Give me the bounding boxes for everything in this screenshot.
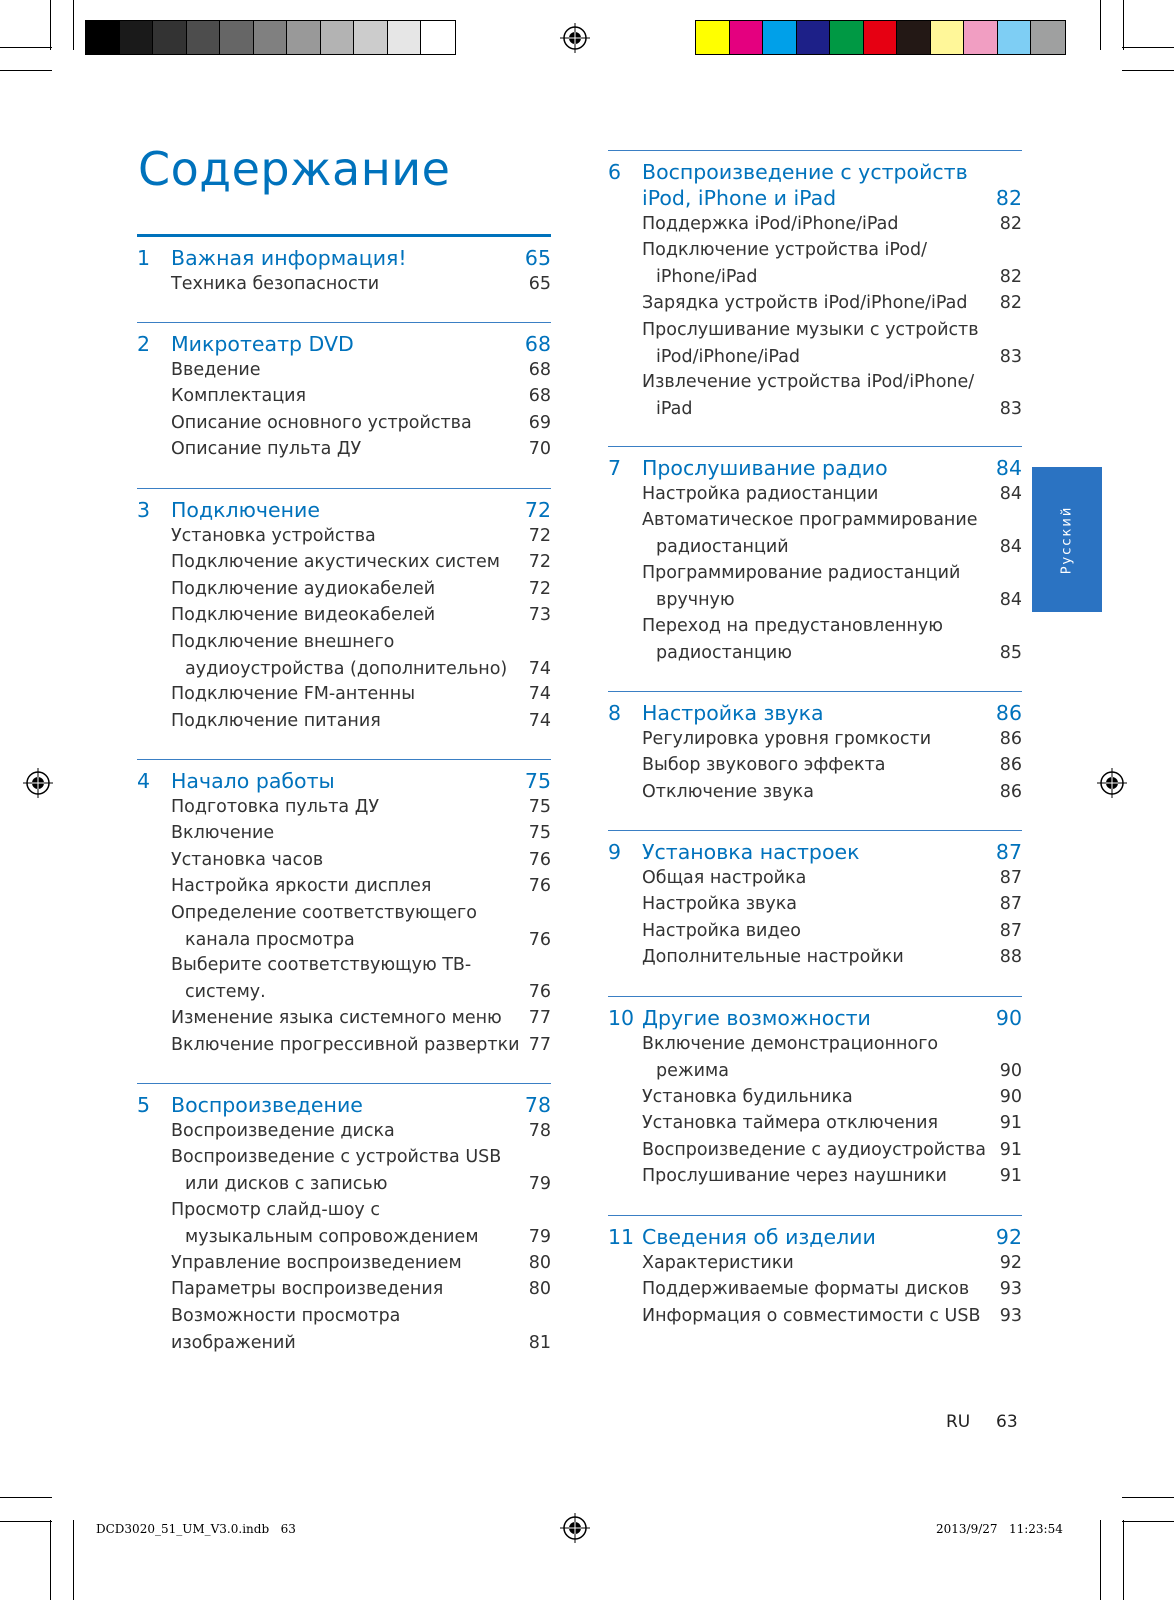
toc-entry-page-number: 68 [528,360,551,380]
toc-entry[interactable] [642,211,1022,238]
section-page-number: 87 [995,840,1022,864]
section-number: 11 [608,1225,635,1249]
toc-entry[interactable] [171,1303,551,1357]
toc-entry-text: Настройка радиостанции [642,484,879,504]
toc-section-heading[interactable] [137,1092,551,1118]
toc-entry-text: Установка устройства [171,526,376,546]
toc-section-heading[interactable] [608,159,1022,211]
toc-section [608,1215,1022,1326]
toc-entry[interactable] [642,560,1022,614]
toc-entry-page-number: 88 [999,947,1022,968]
toc-entry-text: систему. [185,982,266,1003]
toc-section-heading[interactable] [137,245,551,271]
crop-mark [1122,70,1174,71]
toc-entry-page-number: 83 [999,346,1022,367]
toc-entry-text: iPad [656,399,693,420]
toc-entry-page-number: 80 [528,1279,551,1300]
toc-entry-text: Настройка яркости дисплея [171,876,432,897]
toc-entry[interactable] [171,1005,551,1032]
print-slug-file: DCD3020_51_UM_V3.0.indb 63 [96,1522,296,1536]
section-title: Прослушивание радио [642,456,888,480]
section-number: 1 [137,246,151,270]
toc-entry-text: Комплектация [171,386,307,407]
toc-entry-text: радиостанций [656,537,789,558]
section-page-number: 82 [995,186,1022,210]
toc-entry-page-number: 76 [528,849,551,870]
toc-entry-page-number: 91 [999,1139,1022,1160]
toc-entry-page-number: 91 [999,1113,1022,1134]
toc-entry-page-number: 75 [528,797,551,817]
toc-entry-text: Подключение видеокабелей [171,605,436,626]
toc-entry[interactable] [171,1118,551,1145]
section-page-number: 78 [524,1093,551,1117]
crop-mark [0,1497,52,1498]
crop-mark [1100,1520,1101,1600]
toc-section-heading[interactable] [608,455,1022,481]
toc-entry-page-number: 72 [528,552,551,573]
toc-entry-page-number: 90 [999,1061,1022,1081]
toc-section-heading[interactable] [608,1005,1022,1031]
toc-entry[interactable] [642,1276,1022,1303]
toc-entry[interactable] [171,1032,551,1059]
toc-entry-page-number: 69 [528,412,551,433]
toc-entry-text: Настройка видео [642,920,802,941]
section-title: Другие возможности [642,1006,871,1030]
crop-mark [0,47,52,48]
toc-entry[interactable] [171,794,551,821]
toc-entry[interactable] [171,602,551,629]
toc-entry-text: Регулировка уровня громкости [642,729,932,749]
toc-entry-page-number: 92 [999,1253,1022,1273]
toc-entry-text: Включение демонстрационного [642,1034,939,1054]
toc-entry[interactable] [171,1276,551,1303]
toc-entry-text: Настройка звука [642,894,798,915]
toc-entry-page-number: 74 [528,684,551,705]
crop-mark [0,70,52,71]
toc-entry-page-number: 87 [999,868,1022,888]
toc-entry-page-number: 93 [999,1305,1022,1326]
toc-entry[interactable] [642,726,1022,753]
section-number: 9 [608,840,622,864]
toc-entry[interactable] [171,1197,551,1251]
section-title: Подключение [171,498,320,522]
toc-entry[interactable] [642,237,1022,291]
toc-entry[interactable] [171,410,551,437]
toc-entry-text: Описание пульта ДУ [171,439,362,460]
toc-entry-page-number: 84 [999,484,1022,504]
toc-entry[interactable] [171,629,551,683]
toc-entry[interactable] [171,523,551,550]
footer-language-code: RU [946,1412,971,1432]
toc-entry-page-number: 87 [999,920,1022,941]
toc-entry[interactable] [171,820,551,847]
toc-entry-text: Воспроизведение диска [171,1121,395,1141]
toc-entry[interactable] [171,1250,551,1277]
section-number: 8 [608,701,622,725]
toc-entry[interactable] [642,1303,1022,1330]
section-page-number: 84 [995,456,1022,480]
toc-entry-page-number: 82 [999,293,1022,314]
toc-entry[interactable] [171,383,551,410]
section-number: 10 [608,1006,635,1030]
toc-section [608,996,1022,1186]
toc-entry-page-number: 81 [528,1332,551,1353]
toc-entry-text: Дополнительные настройки [642,947,904,968]
toc-entry-page-number: 90 [999,1086,1022,1107]
toc-section [137,1083,551,1353]
toc-entry-text: Зарядка устройств iPod/iPhone/iPad [642,293,968,314]
toc-entry-page-number: 79 [528,1227,551,1248]
toc-entry[interactable] [171,900,551,954]
section-page-number: 65 [524,246,551,270]
toc-entry-text: Переход на предустановленную [642,616,943,636]
section-page-number: 75 [524,769,551,793]
toc-section [137,322,551,460]
crop-mark [1123,0,1124,50]
toc-entry[interactable] [642,891,1022,918]
print-slug-date: 2013/9/27 11:23:54 [936,1522,1063,1536]
toc-entry[interactable] [642,1031,1022,1085]
section-title: Воспроизведение с устройств iPod, iPhone и iPad [642,160,968,210]
crop-mark [1123,1520,1124,1600]
toc-entry-text: Подключение внешнего [171,631,395,652]
toc-entry-page-number: 86 [999,781,1022,802]
toc-entry-page-number: 84 [999,537,1022,558]
toc-entry[interactable] [642,613,1022,667]
language-tab-label: Русский [1059,505,1075,574]
toc-entry[interactable] [171,873,551,900]
toc-entry-text: Подключение аудиокабелей [171,578,436,599]
section-number: 4 [137,769,151,793]
toc-entry-text: радиостанцию [656,643,793,663]
toc-column-left [137,0,551,1400]
toc-entry[interactable] [171,357,551,384]
section-title: Начало работы [171,769,335,793]
toc-entry-text: Общая настройка [642,868,807,888]
toc-entry-page-number: 74 [528,710,551,731]
toc-section [608,830,1022,968]
toc-entry[interactable] [642,1084,1022,1111]
toc-entry-page-number: 82 [999,267,1022,288]
toc-section-heading[interactable] [137,331,551,357]
toc-entry-text: музыкальным сопровождением [185,1227,479,1248]
toc-entry[interactable] [171,1144,551,1198]
crop-mark [1122,47,1174,48]
section-title: Микротеатр DVD [171,332,354,356]
toc-entry[interactable] [642,1110,1022,1137]
toc-entry-page-number: 86 [999,755,1022,776]
toc-entry-page-number: 73 [528,605,551,626]
toc-entry-page-number: 84 [999,590,1022,611]
toc-section [137,759,551,1055]
toc-entry-page-number: 76 [528,876,551,897]
toc-entry[interactable] [642,1137,1022,1164]
toc-entry-text: вручную [656,590,735,611]
toc-entry-text: Извлечение устройства iPod/iPhone/ [642,372,975,393]
toc-entry-text: iPod/iPhone/iPad [656,346,800,367]
toc-entry-page-number: 87 [999,894,1022,915]
toc-entry-page-number: 93 [999,1279,1022,1300]
toc-entry-page-number: 80 [528,1253,551,1273]
toc-entry-text: Воспроизведение с аудиоустройства [642,1139,987,1160]
toc-entry[interactable] [642,481,1022,508]
toc-entry-text: аудиоустройства (дополнительно) [185,658,508,679]
toc-entry-page-number: 91 [999,1166,1022,1186]
section-page-number: 90 [995,1006,1022,1030]
section-page-number: 92 [995,1225,1022,1249]
crop-mark [50,0,51,50]
toc-entry[interactable] [171,952,551,1006]
toc-entry[interactable] [171,681,551,708]
toc-entry-text: Прослушивание через наушники [642,1166,947,1186]
toc-entry[interactable] [642,918,1022,945]
toc-entry-page-number: 86 [999,729,1022,749]
toc-section-heading[interactable] [137,497,551,523]
toc-entry[interactable] [171,271,551,298]
toc-entry-text: Воспроизведение с устройства USB [171,1147,502,1168]
toc-entry-text: Включение прогрессивной развертки [171,1034,520,1055]
toc-entry-text: или дисков с записью [185,1174,388,1195]
section-page-number: 72 [524,498,551,522]
toc-entry[interactable] [642,1250,1022,1277]
toc-entry-text: Установка таймера отключения [642,1113,939,1134]
toc-entry-page-number: 76 [528,929,551,950]
toc-entry[interactable] [642,290,1022,317]
toc-entry-text: Отключение звука [642,781,814,802]
toc-section [608,446,1022,663]
toc-entry-page-number: 82 [999,214,1022,234]
toc-entry-text: Информация о совместимости с USB [642,1305,981,1326]
section-number: 3 [137,498,151,522]
crop-mark [1100,0,1101,50]
toc-entry[interactable] [171,708,551,735]
crop-mark [73,0,74,50]
toc-entry[interactable] [171,436,551,463]
registration-mark-icon [560,1513,590,1543]
toc-entry-page-number: 77 [528,1008,551,1029]
toc-entry[interactable] [642,1163,1022,1190]
toc-entry-text: Подключение акустических систем [171,552,500,573]
toc-entry[interactable] [642,752,1022,779]
toc-entry-text: Параметры воспроизведения [171,1279,444,1300]
toc-entry-page-number: 74 [528,658,551,679]
toc-entry-page-number: 70 [528,439,551,460]
section-number: 7 [608,456,622,480]
toc-entry-text: режима [656,1061,729,1081]
toc-entry-text: Поддержка iPod/iPhone/iPad [642,214,899,234]
toc-entry-text: Подключение устройства iPod/ [642,240,927,261]
toc-entry-text: Описание основного устройства [171,412,472,433]
toc-entry-text: Подготовка пульта ДУ [171,797,380,817]
toc-entry-text: Установка часов [171,849,324,870]
section-title: Важная информация! [171,246,407,270]
toc-entry-page-number: 72 [528,526,551,546]
toc-entry-page-number: 79 [528,1174,551,1195]
toc-entry-text: Прослушивание музыки с устройств [642,319,979,340]
toc-entry-text: Введение [171,360,261,380]
toc-entry-text: Просмотр слайд-шоу с [171,1200,380,1221]
page-title: Содержание [138,142,451,196]
toc-entry[interactable] [642,369,1022,423]
toc-entry[interactable] [642,507,1022,561]
section-number: 2 [137,332,151,356]
section-title: Настройка звука [642,701,824,725]
toc-entry-page-number: 76 [528,982,551,1003]
toc-section [608,691,1022,802]
toc-entry-text: Поддерживаемые форматы дисков [642,1279,970,1300]
footer-page-number: 63 [996,1412,1018,1432]
toc-entry-page-number: 78 [528,1121,551,1141]
toc-entry[interactable] [171,549,551,576]
toc-entry-page-number: 83 [999,399,1022,420]
section-title: Воспроизведение [171,1093,363,1117]
color-swatch [86,21,120,54]
toc-entry[interactable] [642,317,1022,371]
toc-entry-page-number: 85 [999,643,1022,663]
toc-entry-text: Выбор звукового эффекта [642,755,886,776]
section-number: 5 [137,1093,151,1117]
crop-mark [1122,1497,1174,1498]
color-swatch [1031,21,1065,54]
section-page-number: 68 [524,332,551,356]
toc-entry-page-number: 72 [528,578,551,599]
registration-mark-icon [23,768,53,798]
toc-section [608,150,1022,420]
toc-entry-text: Программирование радиостанций [642,563,961,584]
section-page-number: 86 [995,701,1022,725]
section-title: Сведения об изделии [642,1225,876,1249]
crop-mark [73,1520,74,1600]
registration-mark-icon [1097,768,1127,798]
toc-entry-text: Подключение FM-антенны [171,684,416,705]
toc-entry-text: Возможности просмотра изображений [171,1305,401,1353]
toc-entry-text: Управление воспроизведением [171,1253,462,1273]
toc-entry-text: Характеристики [642,1253,794,1273]
toc-entry[interactable] [642,779,1022,806]
toc-section-heading[interactable] [608,1224,1022,1250]
toc-entry[interactable] [642,865,1022,892]
toc-column-right [608,0,1022,1400]
toc-entry-text: Автоматическое программирование [642,510,978,531]
toc-section [137,488,551,731]
crop-mark [0,1521,52,1522]
toc-entry-text: Установка будильника [642,1086,853,1107]
toc-section-heading[interactable] [137,768,551,794]
toc-entry-page-number: 68 [528,386,551,407]
toc-entry-page-number: 77 [528,1034,551,1055]
language-tab[interactable] [1032,467,1102,612]
toc-entry-page-number: 65 [528,274,551,294]
toc-entry-text: Определение соответствующего [171,902,477,923]
section-number: 6 [608,160,622,184]
crop-mark [50,1520,51,1600]
toc-entry[interactable] [642,944,1022,971]
toc-section-heading[interactable] [608,700,1022,726]
toc-entry-text: Техника безопасности [171,274,380,294]
toc-entry-text: Подключение питания [171,710,381,731]
toc-entry-text: Включение [171,823,275,844]
toc-entry[interactable] [171,576,551,603]
toc-entry-text: Выберите соответствующую ТВ- [171,955,472,976]
toc-entry-text: Изменение языка системного меню [171,1008,502,1029]
toc-section [137,234,551,294]
section-title: Установка настроек [642,840,860,864]
crop-mark [1122,1521,1174,1522]
registration-mark-icon [560,23,590,53]
toc-entry-text: iPhone/iPad [656,267,758,288]
toc-section-heading[interactable] [608,839,1022,865]
toc-entry[interactable] [171,847,551,874]
toc-entry-page-number: 75 [528,823,551,844]
toc-entry-text: канала просмотра [185,929,355,950]
